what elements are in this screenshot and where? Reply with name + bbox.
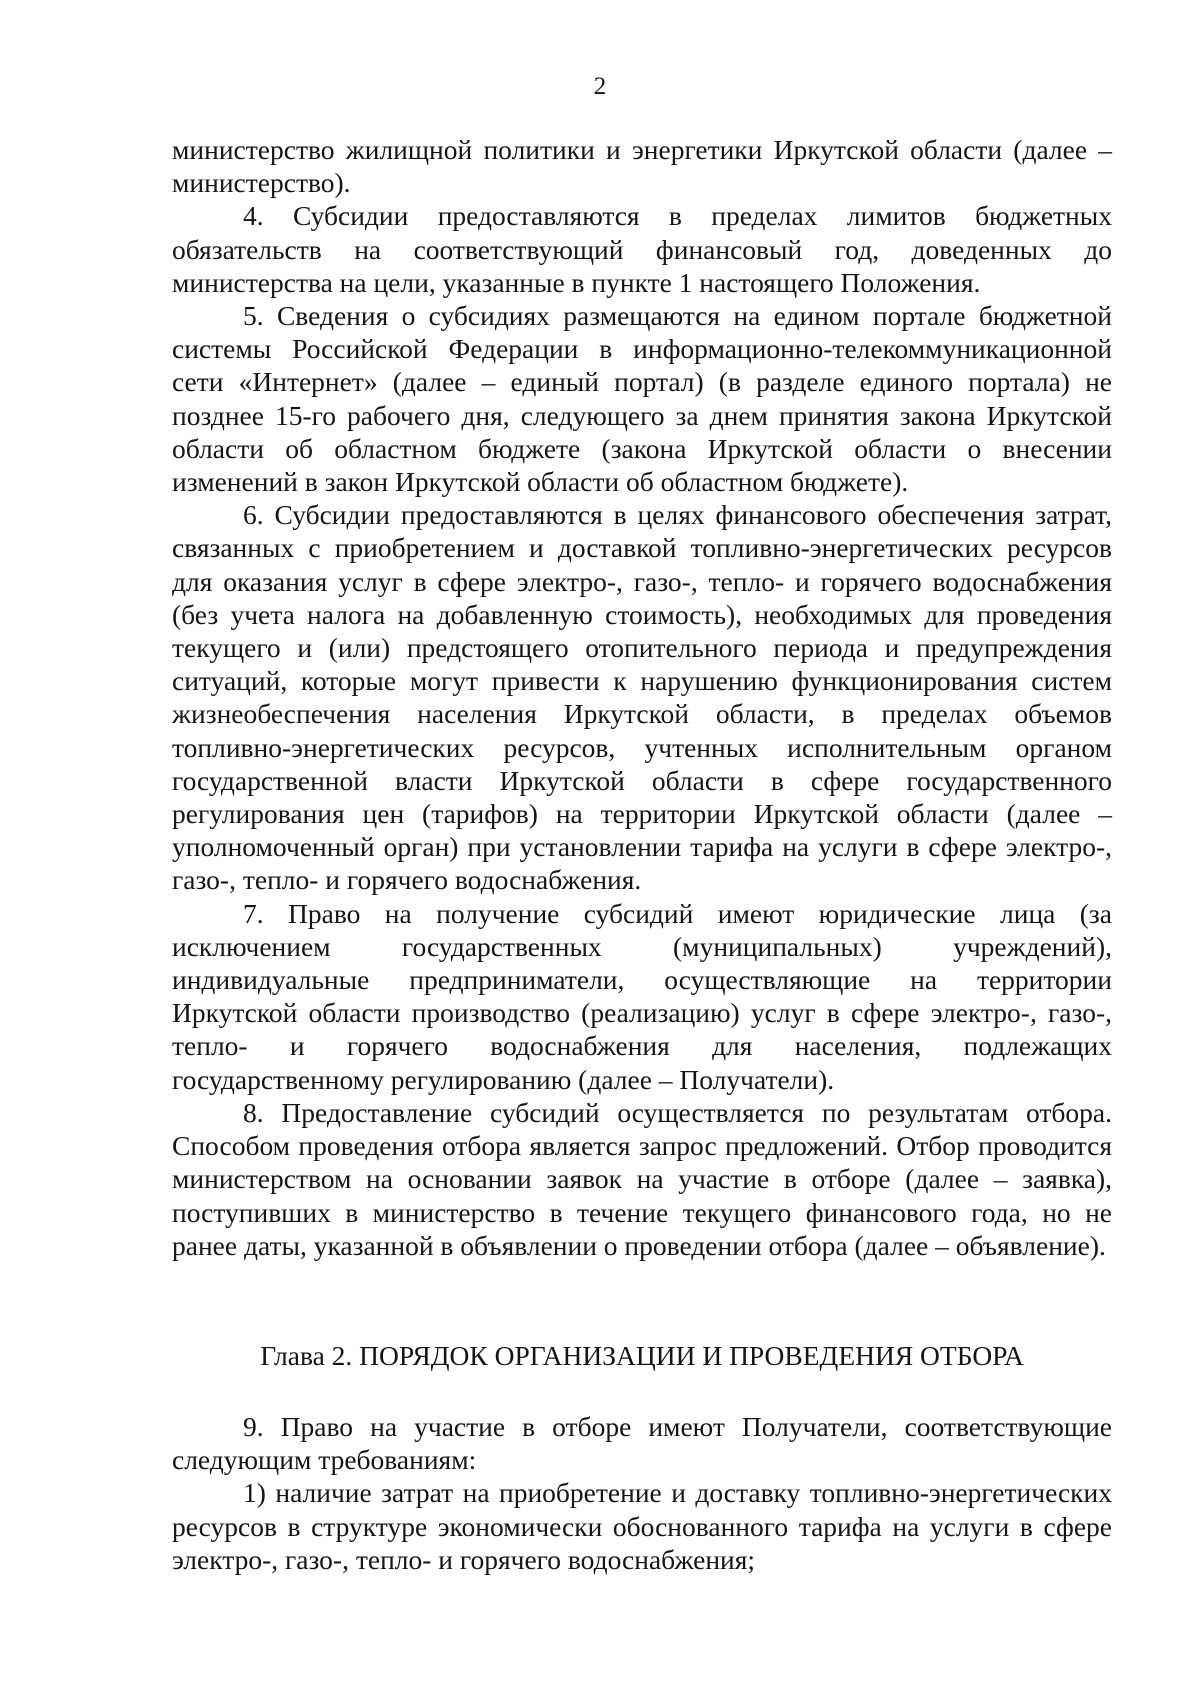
chapter-heading: Глава 2. ПОРЯДОК ОРГАНИЗАЦИИ И ПРОВЕДЕНИЯ ОТБОРА [260,1340,1024,1371]
paragraph-intro: министерство жилищной политики и энергетики Иркутской области (далее – министерство). [172,134,1112,199]
paragraph-9: 9. Право на участие в отборе имеют Получатели, соответствующие следующим требованиям: [172,1411,1112,1476]
paragraph-9-item-1: 1) наличие затрат на приобретение и доставку топливно-энергетических ресурсов в структуре экономически обоснованного тарифа на услуги в сфере электро-, газо-, тепло- и горячего водоснабжения; [172,1477,1112,1575]
paragraph-5: 5. Сведения о субсидиях размещаются на едином портале бюджетной системы Российской Федерации в информационно-телекоммуникационной сети «Интернет» (далее – единый портал) (в разделе единого портала) не позднее 15-го рабочего дня, следующего за днем принятия закона Иркутской области об областном бюджете (закона Иркутской области о внесении изменений в закон Иркутской области об областном бюджете). [172,300,1112,498]
paragraph-6: 6. Субсидии предоставляются в целях финансового обеспечения затрат, связанных с приобретением и доставкой топливно-энергетических ресурсов для оказания услуг в сфере электро-, газо-, тепло- и горячего водоснабжения (без учета налога на добавленную стоимость), необходимых для проведения текущего и (или) предстоящего отопительного периода и предупреждения ситуаций, которые могут привести к нарушению функционирования систем жизнеобеспечения населения Иркутской области, в пределах объемов топливно-энергетических ресурсов, учтенных исполнительным органом государственной власти Иркутской области в сфере государственного регулирования цен (тарифов) на территории Иркутской области (далее – уполномоченный орган) при установлении тарифа на услуги в сфере электро-, газо-, тепло- и горячего водоснабжения. [172,499,1112,896]
paragraph-8: 8. Предоставление субсидий осуществляется по результатам отбора. Способом проведения отбора является запрос предложений. Отбор проводится министерством на основании заявок на участие в отборе (далее – заявка), поступивших в министерство в течение текущего финансового года, но не ранее даты, указанной в объявлении о проведении отбора (далее – объявление). [172,1096,1112,1261]
page-number: 2 [593,73,607,100]
paragraph-4: 4. Субсидии предоставляются в пределах лимитов бюджетных обязательств на соответствующий финансовый год, доведенных до министерства на цели, указанные в пункте 1 настоящего Положения. [172,200,1112,298]
document-body-bottom [172,1410,1112,1576]
paragraph-7: 7. Право на получение субсидий имеют юридические лица (за исключением государственных (муниципальных) учреждений), индивидуальные предприниматели, осуществляющие на территории Иркутской области производство (реализацию) услуг в сфере электро-, газо-, тепло- и горячего водоснабжения для населения, подлежащих государственному регулированию (далее – Получатели). [172,897,1112,1095]
document-body-top [172,133,1112,1262]
